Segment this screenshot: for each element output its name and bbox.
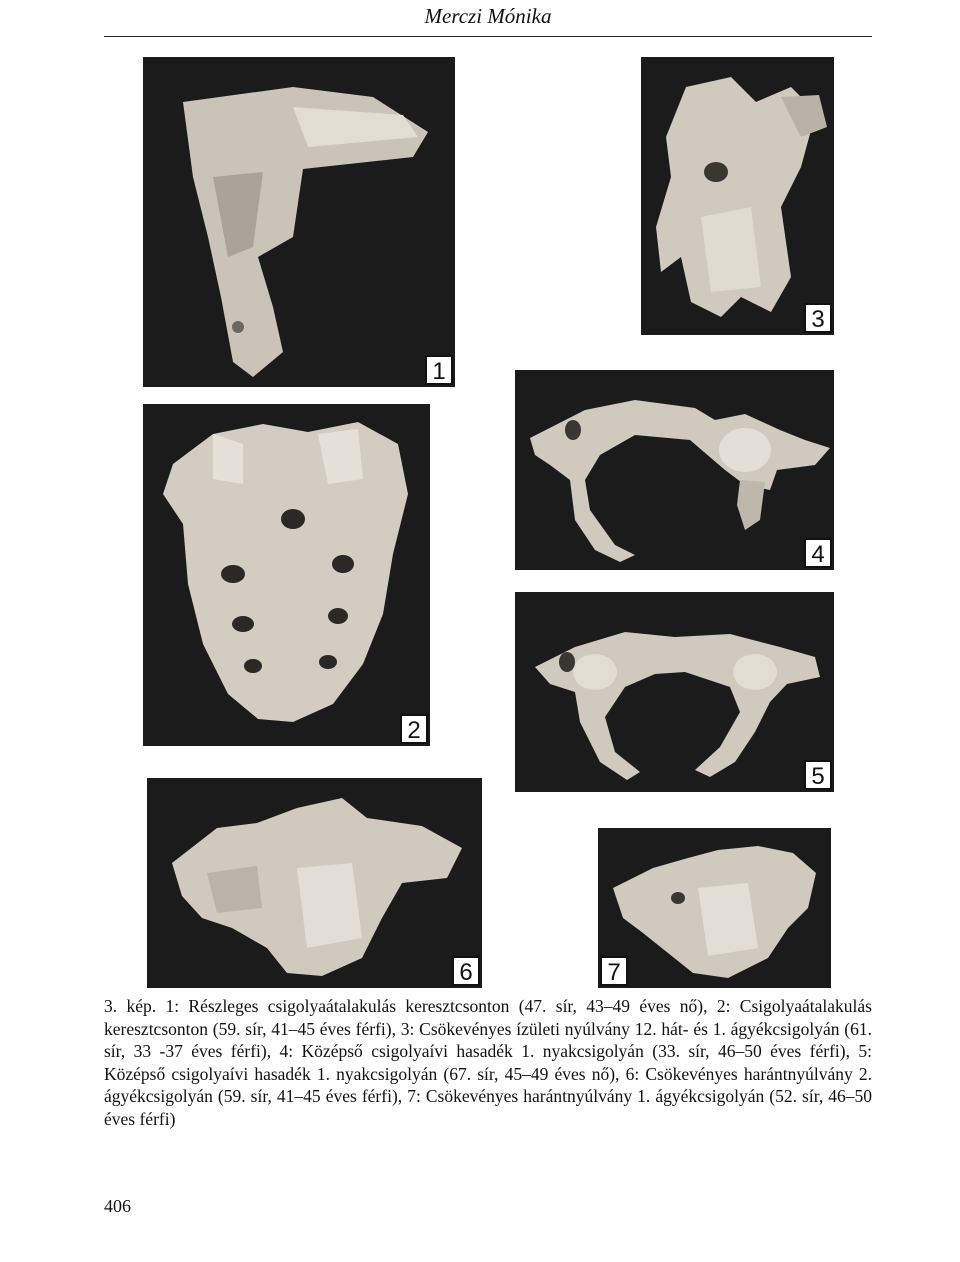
figure-4-photo: [515, 370, 834, 570]
figure-3-label: 3: [804, 303, 832, 333]
running-header: Merczi Mónika: [424, 4, 552, 28]
figure-6-photo: [147, 778, 482, 988]
figure-7-photo: [598, 828, 831, 988]
caption-label: 3. kép.: [104, 996, 157, 1016]
atlas-cleft-icon: [515, 592, 834, 792]
page-number: 406: [104, 1196, 131, 1216]
figure-4-label: 4: [804, 538, 832, 568]
figure-caption: [104, 995, 872, 1130]
vertebrae-pair-icon: [641, 57, 834, 335]
figure-5-label: 5: [804, 760, 832, 790]
figure-1-label: 1: [425, 355, 453, 385]
sacrum-fragment-icon: [143, 57, 455, 387]
figure-3-photo: [641, 57, 834, 335]
figure-5-photo: [515, 592, 834, 792]
lumbar-vertebra-icon: [147, 778, 482, 988]
atlas-cleft-icon: [515, 370, 834, 570]
sacrum-icon: [143, 404, 430, 746]
figure-6-label: 6: [452, 956, 480, 986]
figure-7-label: 7: [600, 956, 628, 986]
figure-2-label: 2: [400, 714, 428, 744]
header-rule: [104, 36, 872, 37]
lumbar-vertebra-icon: [598, 828, 831, 988]
caption-text: 1: Részleges csigolyaátalakulás keresztcsonton (47. sír, 43–49 éves nő), 2: Csigolyaátalakulás keresztcsonton (59. sír, 41–45 éves férfi), 3: Csökevényes ízületi nyúlvány 12. hát- és 1. ágyékcsigolyán (61. sír, 33 -37 éves férfi), 4: Középső csigolyaívi hasadék 1. nyakcsigolyán (33. sír, 46–50 éves férfi), 5: Középső csigolyaívi hasadék 1. nyakcsigolyán (67. sír, 45–49 éves nő), 6: Csökevényes harántnyúlvány 2. ágyékcsigolyán (59. sír, 41–45 éves férfi), 7: Csökevényes harántnyúlvány 1. ágyékcsigolyán (52. sír, 46–50 éves férfi): [104, 996, 872, 1129]
figure-1-photo: [143, 57, 455, 387]
figure-2-photo: [143, 404, 430, 746]
